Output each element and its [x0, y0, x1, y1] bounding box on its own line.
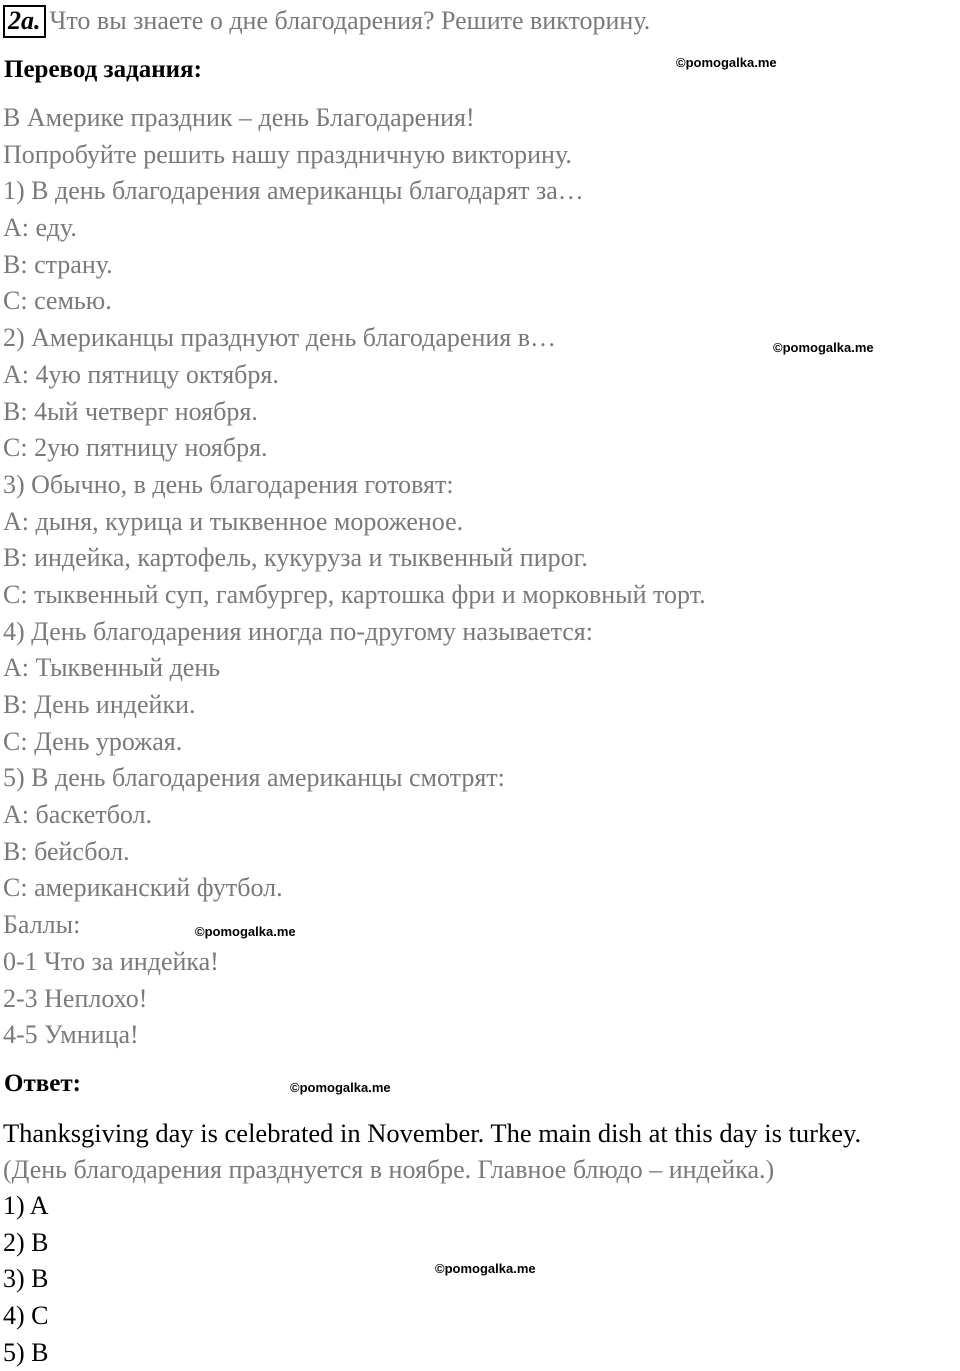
translation-line: 3) Обычно, в день благодарения готовят:	[3, 469, 454, 499]
watermark: ©pomogalka.me	[676, 55, 777, 70]
translation-line: 2) Американцы празднуют день благодарения в…	[3, 323, 557, 353]
watermark: ©pomogalka.me	[195, 924, 296, 939]
watermark: ©pomogalka.me	[435, 1261, 536, 1276]
translation-line: 1) В день благодарения американцы благодарят за…	[3, 176, 584, 206]
translation-line: A: 4ую пятницу октября.	[3, 359, 279, 389]
translation-line: 0-1 Что за индейка!	[3, 946, 219, 976]
translation-line: A: баскетбол.	[3, 800, 153, 830]
translation-line: В Америке праздник – день Благодарения!	[3, 103, 475, 132]
translation-text	[3, 100, 706, 1054]
answer-item: 1) A	[3, 1191, 49, 1221]
translation-line: B: бейсбол.	[3, 836, 130, 866]
translation-line: C: американский футбол.	[3, 873, 283, 903]
translation-line: C: тыквенный суп, гамбургер, картошка фри и морковный торт.	[3, 579, 706, 609]
translation-line: B: страну.	[3, 249, 113, 279]
translation-line: 2-3 Неплохо!	[3, 983, 148, 1013]
translation-heading: Перевод задания:	[4, 56, 202, 83]
task-number-badge: 2a.	[3, 5, 46, 38]
answer-item: 5) B	[3, 1337, 49, 1367]
translation-line: 4-5 Умница!	[3, 1020, 139, 1050]
translation-line: C: семью.	[3, 286, 112, 316]
translation-line: B: индейка, картофель, кукуруза и тыквенный пирог.	[3, 543, 588, 573]
answer-heading: Ответ:	[4, 1070, 81, 1097]
translation-line: Баллы:	[3, 910, 81, 940]
answer-section	[3, 1115, 861, 1371]
watermark: ©pomogalka.me	[290, 1080, 391, 1095]
translation-line: A: еду.	[3, 213, 77, 243]
translation-line: Попробуйте решить нашу праздничную викторину.	[3, 139, 572, 169]
answer-item: 3) B	[3, 1264, 49, 1294]
answer-russian-translation: (День благодарения празднуется в ноябре. Главное блюдо – индейка.)	[3, 1154, 775, 1184]
task-header	[3, 4, 650, 38]
watermark: ©pomogalka.me	[773, 340, 874, 355]
translation-line: 5) В день благодарения американцы смотрят:	[3, 763, 505, 793]
answer-english-text: Thanksgiving day is celebrated in November. The main dish at this day is turkey.	[3, 1118, 862, 1148]
translation-line: 4) День благодарения иногда по-другому называется:	[3, 616, 593, 646]
answer-item: 4) C	[3, 1300, 49, 1330]
translation-line: C: День урожая.	[3, 726, 183, 756]
translation-line: B: 4ый четверг ноября.	[3, 396, 258, 426]
translation-line: A: дыня, курица и тыквенное мороженое.	[3, 506, 464, 536]
task-instruction: Что вы знаете о дне благодарения? Решите викторину.	[49, 6, 651, 35]
translation-line: C: 2ую пятницу ноября.	[3, 433, 268, 463]
translation-line: B: День индейки.	[3, 690, 196, 719]
translation-line: A: Тыквенный день	[3, 653, 221, 683]
answer-item: 2) B	[3, 1227, 49, 1257]
